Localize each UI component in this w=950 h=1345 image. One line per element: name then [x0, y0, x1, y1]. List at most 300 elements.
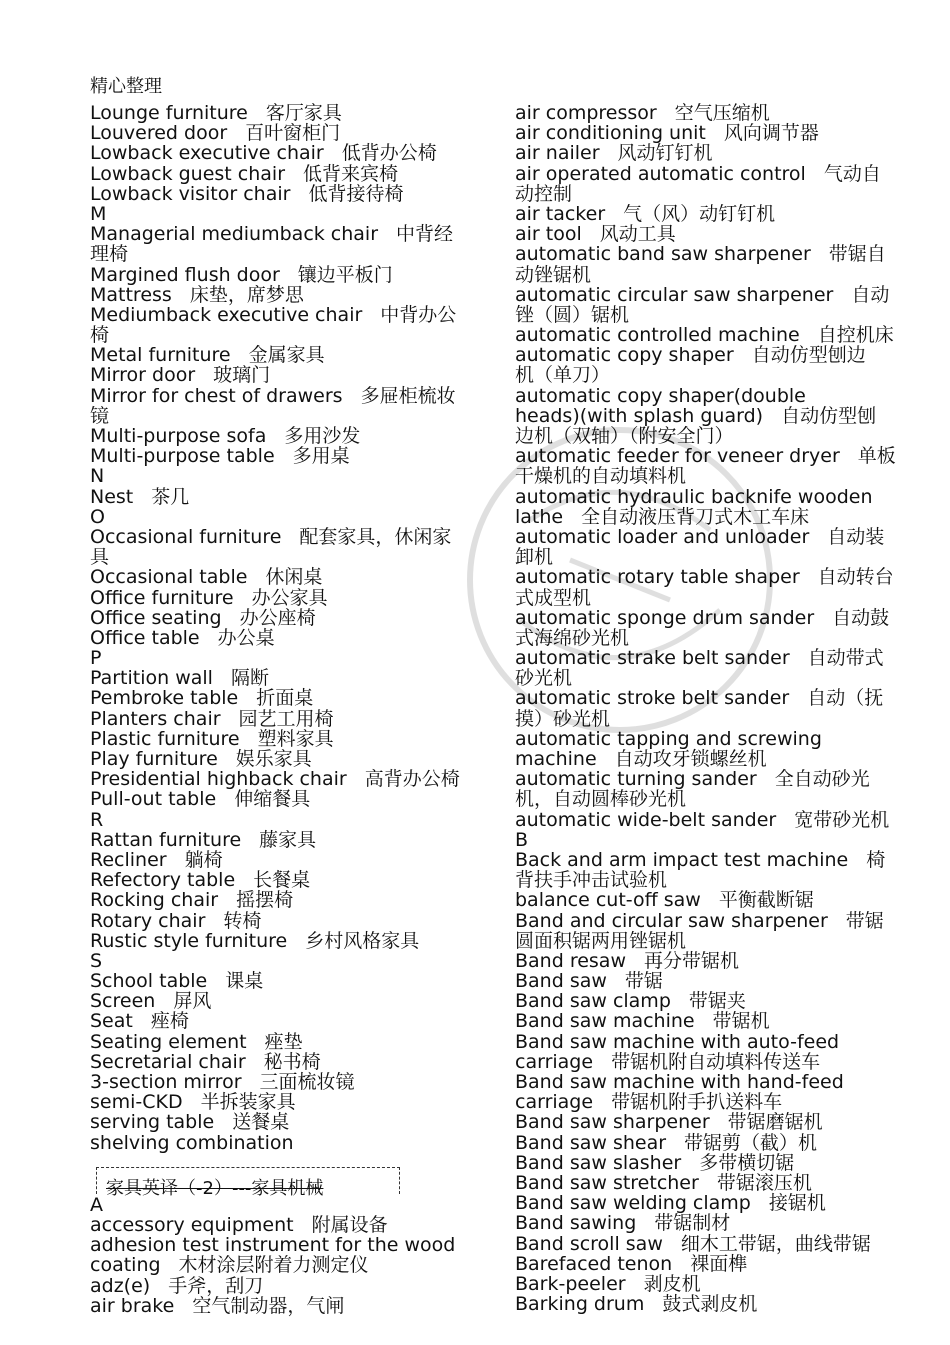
term-text: air tool [515, 223, 582, 246]
right-glossary-list [515, 103, 910, 1314]
glossary-line [515, 1133, 910, 1153]
term-text: automatic rotary table shaper [515, 566, 800, 589]
term-text: Plastic furniture [90, 727, 240, 750]
glossary-line [90, 1052, 490, 1072]
term-text: automatic copy shaper(double [515, 384, 806, 407]
glossary-line [90, 769, 490, 789]
translation-text: 自控机床 [817, 324, 894, 347]
glossary-line [515, 507, 910, 527]
translation-text: 带锯剪（截）机 [684, 1131, 818, 1154]
translation-text: 转椅 [223, 909, 262, 932]
term-text: O [90, 505, 105, 528]
term-text: shelving combination [90, 1131, 294, 1154]
glossary-line [515, 1173, 910, 1193]
glossary-line [90, 305, 490, 325]
term-text: Seat [90, 1010, 133, 1033]
term-text: semi-CKD [90, 1091, 183, 1114]
glossary-line [90, 1092, 490, 1112]
term-text: Partition wall [90, 667, 213, 690]
term-text: Occasional table [90, 566, 248, 589]
term-text: Band saw shear [515, 1131, 667, 1154]
term-text: B [515, 828, 529, 851]
term-text: Office table [90, 626, 200, 649]
translation-text: 带锯制材 [654, 1212, 731, 1235]
glossary-line [515, 143, 910, 163]
term-text: Barefaced tenon [515, 1252, 673, 1275]
glossary-line [515, 204, 910, 224]
section-divider-title: 家具英译（-2）---家具机械 [106, 1177, 324, 1199]
translation-text: 自动鼓 [832, 606, 890, 629]
term-text: Mirror door [90, 364, 196, 387]
glossary-line [90, 789, 490, 809]
translation-text: 木材涂层附着力测定仪 [178, 1254, 369, 1277]
term-text: automatic stroke belt sander [515, 687, 790, 710]
glossary-line [515, 1153, 910, 1173]
glossary-line [90, 810, 490, 830]
translation-text: 秘书椅 [263, 1050, 321, 1073]
translation-text: 剥皮机 [643, 1272, 701, 1295]
term-text: serving table [90, 1111, 215, 1134]
left-column [90, 103, 490, 1316]
glossary-line [90, 164, 490, 184]
translation-text: 园艺工用椅 [238, 707, 334, 730]
page-header: 精心整理 [90, 76, 162, 97]
translation-text: 带锯机附手扒送料车 [611, 1091, 783, 1114]
glossary-line [515, 265, 910, 285]
glossary-line [90, 688, 490, 708]
glossary-line [515, 789, 910, 809]
term-text: Play furniture [90, 748, 218, 770]
term-text: Multi-purpose sofa [90, 425, 267, 447]
translation-text: 再分带锯机 [644, 949, 740, 972]
term-text: S [90, 949, 103, 972]
glossary-line [515, 123, 910, 143]
glossary-line [515, 1092, 910, 1112]
glossary-line [90, 608, 490, 628]
glossary-line [515, 850, 910, 870]
term-text: Band scroll saw [515, 1232, 663, 1255]
glossary-line [90, 143, 490, 163]
glossary-line [90, 1215, 490, 1235]
translation-text: 平衡截断锯 [718, 889, 814, 912]
glossary-line [515, 951, 910, 971]
glossary-line [90, 991, 490, 1011]
term-text: adhesion test instrument for the wood [90, 1234, 456, 1257]
glossary-line [90, 103, 490, 123]
term-text: Rotary chair [90, 909, 206, 932]
term-text: 具 [90, 546, 110, 569]
translation-text: 客厅家具 [265, 102, 342, 124]
term-text: Office seating [90, 606, 222, 629]
term-text: 动控制 [515, 182, 573, 205]
glossary-line [90, 870, 490, 890]
glossary-line [515, 688, 910, 708]
term-text: 式海绵砂光机 [515, 626, 630, 649]
glossary-line [90, 628, 490, 648]
term-text: A [90, 1193, 103, 1216]
glossary-line [515, 164, 910, 184]
glossary-line [90, 729, 490, 749]
term-text: 式成型机 [515, 586, 592, 609]
right-column [515, 103, 910, 1314]
translation-text: 半拆装家具 [200, 1091, 296, 1114]
glossary-line [515, 1234, 910, 1254]
glossary-line [90, 1112, 490, 1132]
translation-text: 课桌 [225, 970, 264, 993]
glossary-line [90, 648, 490, 668]
glossary-line [515, 991, 910, 1011]
term-text: Band saw machine with hand-feed [515, 1071, 844, 1093]
term-text: Office furniture [90, 586, 234, 609]
translation-text: 躺椅 [184, 848, 223, 871]
glossary-line [515, 971, 910, 991]
term-text: accessory equipment [90, 1213, 294, 1236]
glossary-line [515, 1193, 910, 1213]
term-text: Refectory table [90, 869, 236, 892]
translation-text: 自动（抚 [807, 687, 884, 710]
term-text: 干燥机的自动填料机 [515, 465, 687, 488]
translation-text: 多屉柜梳妆 [360, 384, 456, 407]
translation-text: 中背办公 [380, 303, 457, 326]
term-text: Lounge furniture [90, 102, 248, 124]
glossary-line [515, 931, 910, 951]
section-divider [90, 1163, 490, 1199]
term-text: air brake [90, 1294, 175, 1317]
translation-text: 低背来宾椅 [303, 162, 399, 185]
glossary-line [90, 386, 490, 406]
glossary-line [90, 487, 490, 507]
glossary-line [515, 426, 910, 446]
glossary-line [515, 184, 910, 204]
translation-text: 高背办公椅 [364, 768, 460, 791]
glossary-line [515, 1294, 910, 1314]
term-text: Rocking chair [90, 889, 219, 912]
translation-text: 风向调节器 [723, 122, 819, 145]
glossary-line [515, 466, 910, 486]
term-text: R [90, 808, 104, 831]
translation-text: 自动装 [827, 525, 885, 548]
translation-text: 带锯 [845, 909, 884, 932]
term-text: Back and arm impact test machine [515, 848, 849, 871]
term-text: automatic tapping and screwing [515, 727, 822, 750]
glossary-line [515, 830, 910, 850]
term-text: Band resaw [515, 949, 626, 972]
translation-text: 中背经 [396, 223, 454, 246]
glossary-line [515, 547, 910, 567]
translation-text: 自动转台 [817, 566, 894, 589]
term-text: coating [90, 1254, 161, 1277]
translation-text: 风动工具 [599, 223, 676, 246]
term-text: Lowback visitor chair [90, 182, 291, 205]
glossary-line [515, 870, 910, 890]
translation-text: 床垫，席梦思 [189, 283, 304, 306]
translation-text: 镶边平板门 [297, 263, 393, 286]
glossary-line [90, 1255, 490, 1275]
term-text: P [90, 647, 102, 670]
translation-text: 屏风 [173, 990, 212, 1013]
term-text: 卸机 [515, 546, 554, 569]
glossary-line [515, 709, 910, 729]
term-text: air tacker [515, 202, 606, 225]
translation-text: 藤家具 [259, 828, 317, 851]
term-text: automatic controlled machine [515, 324, 800, 347]
translation-text: 自动仿型刨 [781, 404, 877, 427]
glossary-line [90, 1011, 490, 1031]
translation-text: 气动自 [823, 162, 881, 185]
translation-text: 接锯机 [768, 1192, 826, 1215]
glossary-line [515, 406, 910, 426]
term-text: adz(e) [90, 1274, 151, 1297]
glossary-line [90, 709, 490, 729]
term-text: Screen [90, 990, 156, 1013]
glossary-line [90, 244, 490, 264]
translation-text: 风动钉钉机 [617, 142, 713, 165]
glossary-line [90, 466, 490, 486]
term-text: Mattress [90, 283, 172, 306]
term-text: Band saw clamp [515, 990, 671, 1013]
term-text: Louvered door [90, 122, 228, 145]
term-text: heads)(with splash guard) [515, 404, 764, 427]
glossary-line [515, 608, 910, 628]
glossary-line [90, 951, 490, 971]
translation-text: 送餐桌 [232, 1111, 290, 1134]
glossary-line [515, 345, 910, 365]
glossary-line [515, 305, 910, 325]
glossary-line [515, 588, 910, 608]
translation-text: 长餐桌 [253, 869, 311, 892]
translation-text: 三面梳妆镜 [259, 1071, 355, 1093]
glossary-line [515, 285, 910, 305]
term-text: lathe [515, 505, 564, 528]
glossary-line [90, 446, 490, 466]
term-text: 背扶手冲击试验机 [515, 869, 668, 892]
glossary-line [515, 1274, 910, 1294]
translation-text: 自动带式 [807, 647, 884, 670]
translation-text: 手斧，刮刀 [168, 1274, 264, 1297]
glossary-line [90, 830, 490, 850]
term-text: Band sawing [515, 1212, 637, 1235]
translation-text: 带锯自 [828, 243, 886, 266]
term-text: 圆面积锯两用锉锯机 [515, 929, 687, 952]
term-text: Band saw stretcher [515, 1171, 699, 1194]
term-text: 动锉锯机 [515, 263, 592, 286]
term-text: air conditioning unit [515, 122, 706, 145]
glossary-line [515, 890, 910, 910]
term-text: Nest [90, 485, 134, 508]
translation-text: 配套家具，休闲家 [299, 525, 452, 548]
term-text: 边机（双轴）（附安全门） [515, 425, 734, 447]
glossary-line [515, 1254, 910, 1274]
term-text: air operated automatic control [515, 162, 806, 185]
glossary-line [515, 1052, 910, 1072]
translation-text: 椅 [866, 848, 886, 871]
glossary-line [90, 426, 490, 446]
left-glossary-list [90, 103, 490, 1153]
term-text: Rustic style furniture [90, 929, 288, 952]
glossary-line [90, 1032, 490, 1052]
glossary-line [90, 850, 490, 870]
translation-text: 空气压缩机 [674, 102, 770, 124]
term-text: Secretarial chair [90, 1050, 246, 1073]
term-text: air nailer [515, 142, 600, 165]
term-text: Mediumback executive chair [90, 303, 363, 326]
glossary-line [515, 628, 910, 648]
glossary-line [90, 345, 490, 365]
translation-text: 多带横切锯 [699, 1151, 795, 1174]
translation-text: 细木工带锯，曲线带锯 [680, 1232, 871, 1255]
glossary-line [515, 769, 910, 789]
term-text: automatic strake belt sander [515, 647, 790, 670]
term-text: automatic wide-belt sander [515, 808, 777, 831]
translation-text: 办公家具 [251, 586, 328, 609]
translation-text: 带锯滚压机 [716, 1171, 812, 1194]
glossary-line [515, 1213, 910, 1233]
term-text: 机（单刀） [515, 364, 611, 387]
term-text: automatic hydraulic backnife wooden [515, 485, 873, 508]
term-text: 机，自动圆棒砂光机 [515, 788, 687, 811]
glossary-line [90, 184, 490, 204]
translation-text: 空气制动器，气闸 [192, 1294, 345, 1317]
term-text: M [90, 202, 107, 225]
glossary-line [515, 446, 910, 466]
term-text: Lowback executive chair [90, 142, 324, 165]
glossary-line [90, 931, 490, 951]
term-text: Barking drum [515, 1293, 645, 1316]
term-text: 理椅 [90, 243, 129, 266]
term-text: 锉（圆）锯机 [515, 303, 630, 326]
translation-text: 带锯磨锯机 [727, 1111, 823, 1134]
translation-text: 乡村风格家具 [305, 929, 420, 952]
translation-text: 全自动液压背刀式木工车床 [581, 505, 810, 528]
term-text: Pembroke table [90, 687, 239, 710]
glossary-line [90, 1072, 490, 1092]
glossary-line [515, 487, 910, 507]
term-text: 镜 [90, 404, 110, 427]
glossary-line [90, 1296, 490, 1316]
glossary-line [515, 224, 910, 244]
term-text: Occasional furniture [90, 525, 282, 548]
left-glossary-list-2 [90, 1195, 490, 1316]
translation-text: 茶几 [151, 485, 190, 508]
translation-text: 带锯机附自动填料传送车 [611, 1050, 821, 1073]
glossary-line [515, 1072, 910, 1092]
glossary-line [515, 365, 910, 385]
term-text: machine [515, 748, 597, 770]
term-text: automatic circular saw sharpener [515, 283, 834, 306]
term-text: Band and circular saw sharpener [515, 909, 828, 932]
term-text: air compressor [515, 102, 657, 124]
translation-text: 带锯 [624, 970, 663, 993]
glossary-line [90, 265, 490, 285]
translation-text: 痤椅 [150, 1010, 189, 1033]
glossary-line [90, 971, 490, 991]
term-text: balance cut-off saw [515, 889, 701, 912]
translation-text: 塑料家具 [257, 727, 334, 750]
term-text: Managerial mediumback chair [90, 223, 379, 246]
glossary-line [515, 1011, 910, 1031]
translation-text: 附属设备 [311, 1213, 388, 1236]
term-text: Band saw machine [515, 1010, 695, 1033]
term-text: automatic turning sander [515, 768, 757, 791]
term-text: automatic copy shaper [515, 344, 734, 367]
translation-text: 带锯机 [712, 1010, 770, 1033]
translation-text: 多用沙发 [284, 425, 361, 447]
term-text: Bark-peeler [515, 1272, 626, 1295]
term-text: Recliner [90, 848, 167, 871]
glossary-line [515, 911, 910, 931]
glossary-line [515, 648, 910, 668]
glossary-line [515, 810, 910, 830]
translation-text: 低背接待椅 [308, 182, 404, 205]
term-text: N [90, 465, 105, 488]
term-text: Pull-out table [90, 788, 217, 811]
translation-text: 办公桌 [217, 626, 275, 649]
glossary-line [515, 103, 910, 123]
term-text: automatic sponge drum sander [515, 606, 815, 629]
translation-text: 带锯夹 [688, 990, 746, 1013]
translation-text: 全自动砂光 [774, 768, 870, 791]
term-text: 3-section mirror [90, 1071, 242, 1093]
translation-text: 自动攻牙锁螺丝机 [614, 748, 767, 770]
translation-text: 裸面榫 [690, 1252, 748, 1275]
glossary-line [515, 749, 910, 769]
translation-text: 折面桌 [256, 687, 314, 710]
translation-text: 低背办公椅 [341, 142, 437, 165]
term-text: Band saw welding clamp [515, 1192, 751, 1215]
glossary-line [515, 527, 910, 547]
glossary-line [90, 123, 490, 143]
term-text: Presidential highback chair [90, 768, 347, 791]
term-text: Lowback guest chair [90, 162, 286, 185]
translation-text: 隔断 [230, 667, 269, 690]
glossary-line [90, 1133, 490, 1153]
term-text: Metal furniture [90, 344, 231, 367]
glossary-line [90, 547, 490, 567]
glossary-line [90, 527, 490, 547]
translation-text: 摇摆椅 [236, 889, 294, 912]
glossary-line [90, 285, 490, 305]
term-text: Planters chair [90, 707, 221, 730]
translation-text: 自动仿型刨边 [751, 344, 866, 367]
glossary-line [90, 890, 490, 910]
translation-text: 休闲桌 [265, 566, 323, 589]
term-text: Band saw machine with auto-feed [515, 1030, 840, 1053]
term-text: 砂光机 [515, 667, 573, 690]
glossary-line [515, 386, 910, 406]
glossary-line [515, 1032, 910, 1052]
glossary-line [90, 406, 490, 426]
glossary-line [90, 588, 490, 608]
glossary-line [515, 244, 910, 264]
glossary-line [90, 668, 490, 688]
glossary-line [90, 567, 490, 587]
term-text: automatic band saw sharpener [515, 243, 811, 266]
term-text: carriage [515, 1050, 594, 1073]
glossary-line [90, 749, 490, 769]
term-text: Margined flush door [90, 263, 280, 286]
term-text: carriage [515, 1091, 594, 1114]
glossary-line [90, 325, 490, 345]
translation-text: 宽带砂光机 [794, 808, 890, 831]
glossary-line [90, 507, 490, 527]
term-text: Seating element [90, 1030, 247, 1053]
term-text: Rattan furniture [90, 828, 242, 851]
translation-text: 办公座椅 [239, 606, 316, 629]
term-text: Band saw slasher [515, 1151, 682, 1174]
term-text: School table [90, 970, 208, 993]
glossary-line [515, 668, 910, 688]
term-text: automatic loader and unloader [515, 525, 810, 548]
